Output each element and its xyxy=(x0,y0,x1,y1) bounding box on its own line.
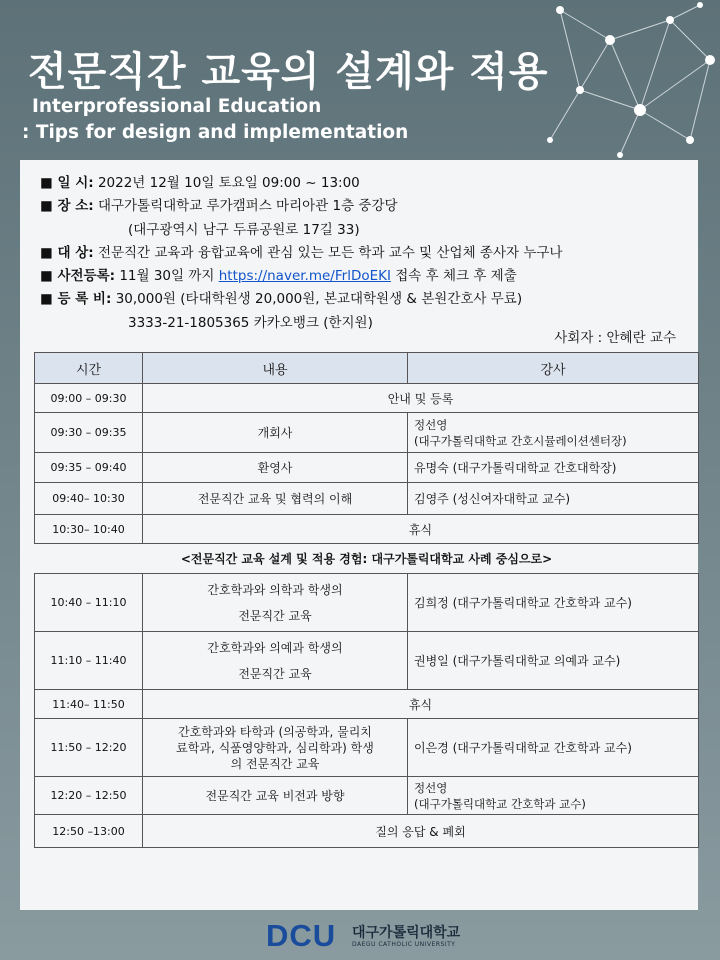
speaker-line: 정선영 xyxy=(414,417,448,432)
registration-link[interactable]: https://naver.me/FrlDoEKI xyxy=(218,268,391,285)
speaker-line: 김희정 (대구가톨릭대학교 간호학과 교수) xyxy=(414,596,632,610)
subtitle-english-2: : Tips for design and implementation xyxy=(22,122,409,143)
subtitle-english: Interprofessional Education xyxy=(32,96,322,117)
moderator: 사회자 : 안혜란 교수 xyxy=(554,330,676,346)
speaker-cell xyxy=(408,632,699,690)
network-decoration xyxy=(520,0,720,160)
time-cell: 11:50 – 12:20 xyxy=(35,719,143,777)
info-target-value: 전문직간 교육과 융합교육에 관심 있는 모든 학과 교수 및 산업체 종사자 누구나 xyxy=(97,244,563,261)
schedule-header-row xyxy=(35,353,699,384)
info-reg-post: 접속 후 체크 후 제출 xyxy=(395,268,517,285)
schedule-table xyxy=(34,352,699,848)
time-cell: 09:00 – 09:30 xyxy=(35,384,143,413)
speaker-cell xyxy=(408,777,699,815)
table-row xyxy=(35,815,699,848)
time-cell: 11:10 – 11:40 xyxy=(35,632,143,690)
speaker-cell xyxy=(408,453,699,483)
info-reg-label: ■ 사전등록: xyxy=(40,268,116,285)
content-cell: 간호학과와 타학과 (의공학과, 물리치 료학과, 식품영양학과, 심리학과) 학생 의 전문직간 교육 xyxy=(143,719,408,777)
info-target xyxy=(40,242,684,265)
info-place-address: (대구광역시 남구 두류공원로 17길 33) xyxy=(128,221,360,238)
info-target-label: ■ 대 상: xyxy=(40,244,94,261)
speaker-line: 김영주 (성신여자대학교 교수) xyxy=(414,492,571,506)
university-name-eng: DAEGU CATHOLIC UNIVERSITY xyxy=(352,941,456,948)
header-speaker: 강사 xyxy=(408,353,699,384)
info-fee-label: ■ 등 록 비: xyxy=(40,291,112,308)
time-cell: 10:30– 10:40 xyxy=(35,515,143,544)
merged-cell: 질의 응답 & 폐회 xyxy=(143,815,699,848)
content-cell: 간호학과와 의예과 학생의 전문직간 교육 xyxy=(143,632,408,690)
info-date-label: ■ 일 시: xyxy=(40,175,94,191)
page-title: 전문직간 교육의 설계와 적용 xyxy=(28,49,549,95)
merged-cell: 안내 및 등록 xyxy=(143,384,699,413)
time-cell: 09:40– 10:30 xyxy=(35,483,143,515)
table-row xyxy=(35,453,699,483)
time-cell: 09:30 – 09:35 xyxy=(35,413,143,453)
info-date-value: 2022년 12월 10일 토요일 09:00 ~ 13:00 xyxy=(97,175,360,191)
time-cell: 10:40 – 11:10 xyxy=(35,574,143,632)
merged-cell: 휴식 xyxy=(143,690,699,719)
info-reg-pre: 11월 30일 까지 xyxy=(119,268,215,285)
time-cell: 11:40– 11:50 xyxy=(35,690,143,719)
content-cell: 전문직간 교육 비전과 방향 xyxy=(143,777,408,815)
table-row xyxy=(35,777,699,815)
time-cell: 09:35 – 09:40 xyxy=(35,453,143,483)
speaker-line: 유명숙 (대구가톨릭대학교 간호대학장) xyxy=(414,461,617,475)
merged-cell: 휴식 xyxy=(143,515,699,544)
header-content: 내용 xyxy=(143,353,408,384)
info-place xyxy=(40,195,684,218)
time-cell: 12:20 – 12:50 xyxy=(35,777,143,815)
header-time: 시간 xyxy=(35,353,143,384)
table-row xyxy=(35,413,699,453)
info-fee-value: 30,000원 (타대학원생 20,000원, 본교대학원생 & 본원간호사 무료) xyxy=(115,291,523,308)
speaker-line: 정선영 xyxy=(414,780,448,795)
info-date xyxy=(40,172,684,195)
info-registration xyxy=(40,265,684,288)
speaker-cell xyxy=(408,719,699,777)
table-row xyxy=(35,719,699,777)
speaker-line: (대구가톨릭대학교 간호시뮬레이션센터장) xyxy=(414,433,627,448)
content-cell: 환영사 xyxy=(143,453,408,483)
section-title: <전문직간 교육 설계 및 적용 경험: 대구가톨릭대학교 사례 중심으로> xyxy=(35,544,699,574)
dcu-logo: DCU xyxy=(266,918,337,953)
event-info xyxy=(40,172,684,335)
speaker-line: 권병일 (대구가톨릭대학교 의예과 교수) xyxy=(414,654,621,668)
speaker-cell xyxy=(408,574,699,632)
table-row xyxy=(35,515,699,544)
info-fee-account: 3333-21-1805365 카카오뱅크 (한지원) xyxy=(128,314,373,331)
speaker-cell xyxy=(408,483,699,515)
footer xyxy=(0,916,720,960)
content-cell: 전문직간 교육 및 협력의 이해 xyxy=(143,483,408,515)
info-fee xyxy=(40,288,684,311)
time-cell: 12:50 –13:00 xyxy=(35,815,143,848)
info-place-label: ■ 장 소: xyxy=(40,198,94,215)
table-row xyxy=(35,632,699,690)
section-row xyxy=(35,544,699,574)
university-name-kor: 대구가톨릭대학교 xyxy=(352,925,461,941)
table-row xyxy=(35,574,699,632)
content-cell: 개회사 xyxy=(143,413,408,453)
content-cell: 간호학과와 의학과 학생의 전문직간 교육 xyxy=(143,574,408,632)
speaker-cell xyxy=(408,413,699,453)
speaker-line: (대구가톨릭대학교 간호학과 교수) xyxy=(414,796,586,811)
table-row xyxy=(35,690,699,719)
content-panel xyxy=(20,160,698,910)
table-row xyxy=(35,483,699,515)
speaker-line: 이은경 (대구가톨릭대학교 간호학과 교수) xyxy=(414,741,632,755)
info-place-value: 대구가톨릭대학교 루가캠퍼스 마리아관 1층 중강당 xyxy=(97,198,398,215)
table-row xyxy=(35,384,699,413)
